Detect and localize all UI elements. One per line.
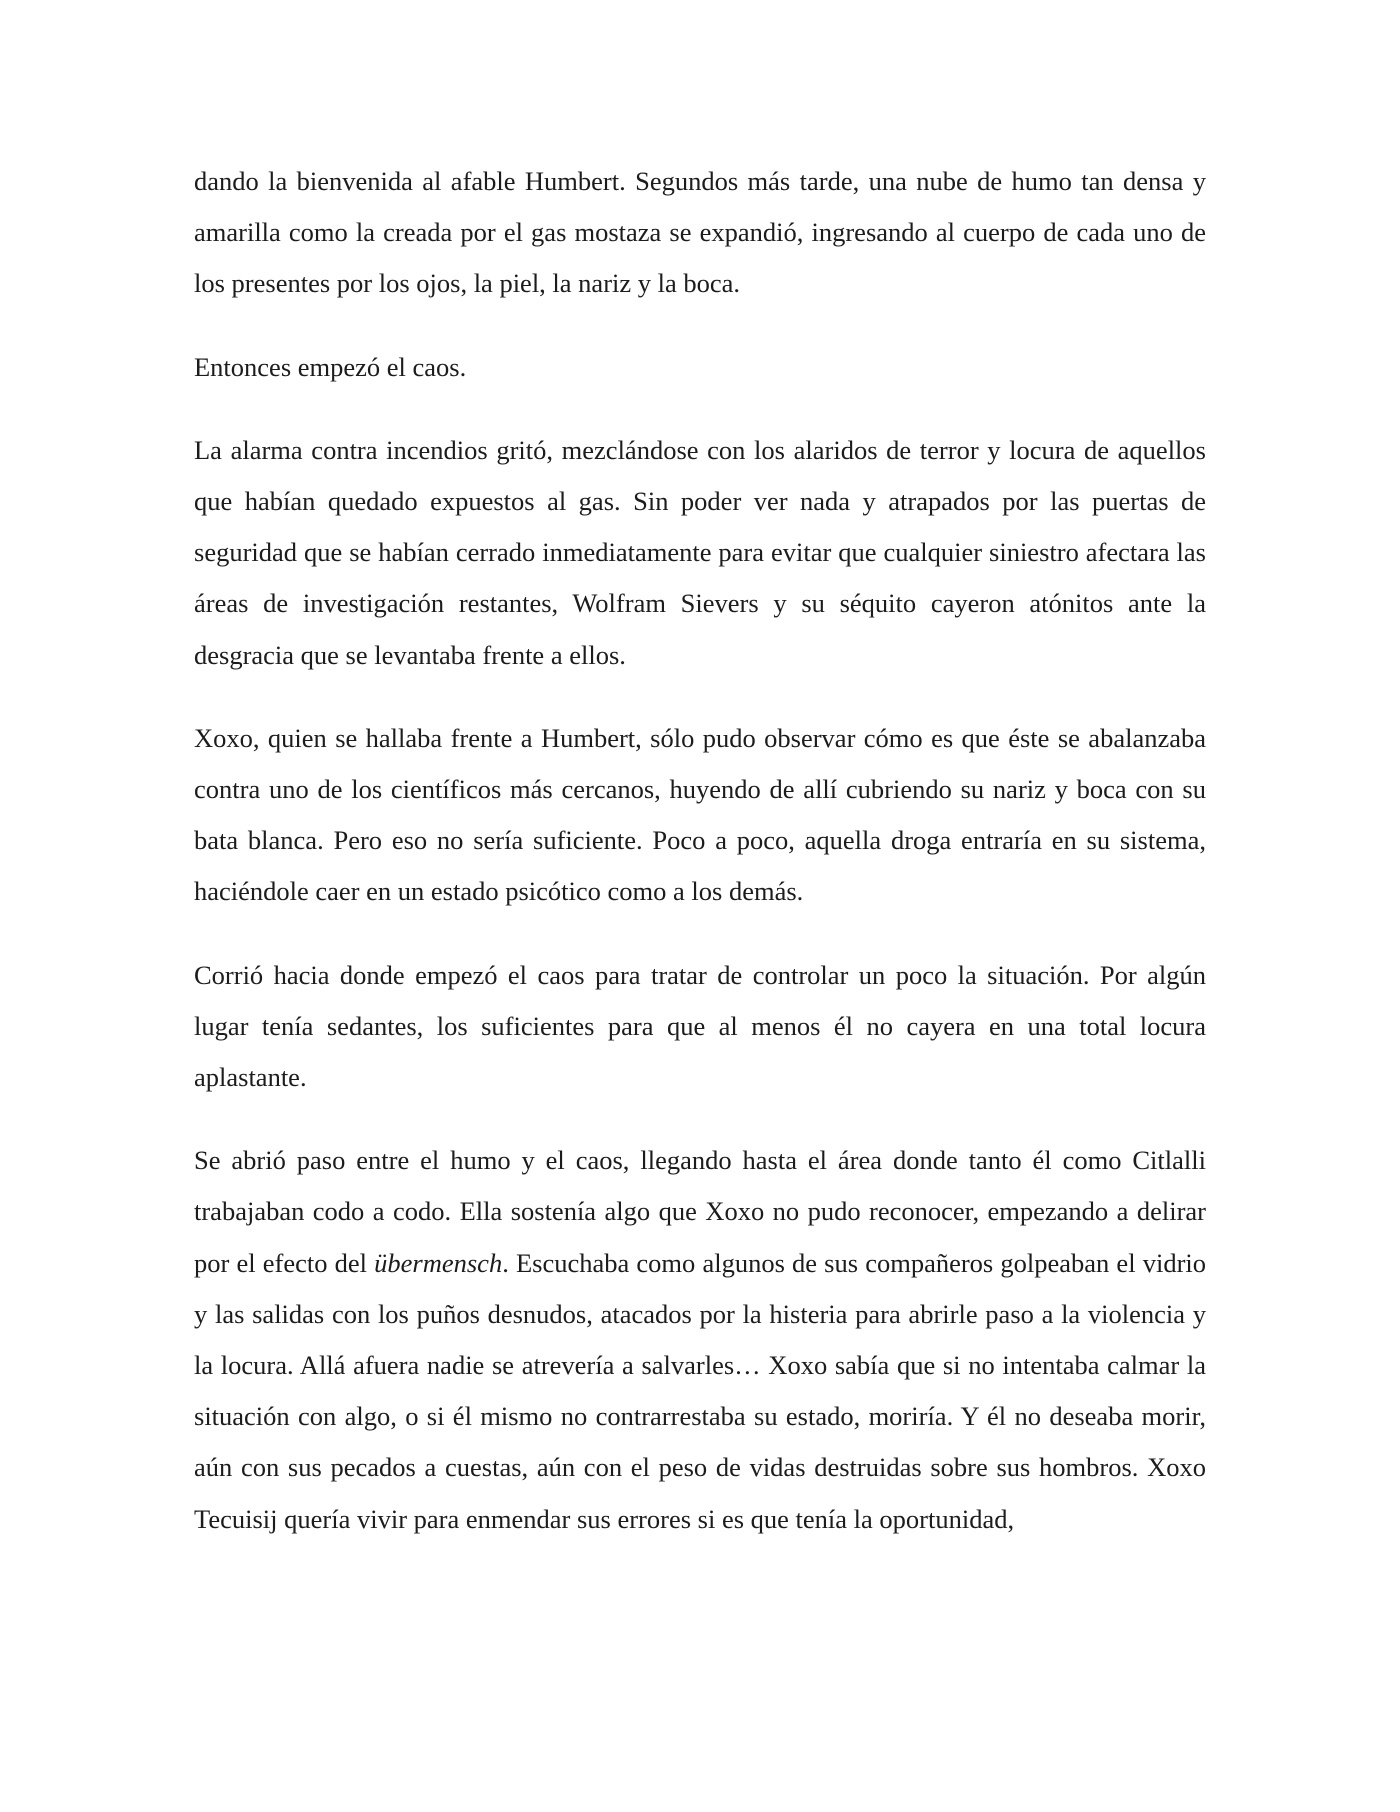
paragraph-6 <box>194 1135 1206 1545</box>
body-text <box>194 156 1206 1545</box>
paragraph-3: La alarma contra incendios gritó, mezclándose con los alaridos de terror y locura de aquellos que habían quedado expuestos al gas. Sin poder ver nada y atrapados por las puertas de seguridad que se habían cerrado inmediatamente para evitar que cualquier siniestro afectara las áreas de investigación restantes, Wolfram Sievers y su séquito cayeron atónitos ante la desgracia que se levantaba frente a ellos. <box>194 434 1206 670</box>
paragraph-5: Corrió hacia donde empezó el caos para tratar de controlar un poco la situación. Por algún lugar tenía sedantes, los suficientes para que al menos él no cayera en una total locura aplastante. <box>194 959 1206 1093</box>
paragraph-4: Xoxo, quien se hallaba frente a Humbert, sólo pudo observar cómo es que éste se abalanzaba contra uno de los científicos más cercanos, huyendo de allí cubriendo su nariz y boca con su bata blanca. Pero eso no sería suficiente. Poco a poco, aquella droga entraría en su sistema, haciéndole caer en un estado psicótico como a los demás. <box>194 722 1206 907</box>
paragraph-2: Entonces empezó el caos. <box>194 351 467 382</box>
paragraph-6-start: Se abrió paso entre el humo y el caos, llegando hasta el área donde tanto él como Citlalli trabajaban codo a codo. Ella sostenía algo que Xoxo no pudo reconocer, empezando a delirar por el efecto del <box>194 1145 1206 1278</box>
paragraph-6-italic-term: übermensch <box>374 1247 503 1278</box>
paragraph-1: dando la bienvenida al afable Humbert. Segundos más tarde, una nube de humo tan densa y amarilla como la creada por el gas mostaza se expandió, ingresando al cuerpo de cada uno de los presentes por los ojos, la piel, la nariz y la boca. <box>194 166 1206 299</box>
paragraph-6-end: . Escuchaba como algunos de sus compañeros golpeaban el vidrio y las salidas con los puños desnudos, atacados por la histeria para abrirle paso a la violencia y la locura. Allá afuera nadie se atrevería a salvarles… Xoxo sabía que si no intentaba calmar la situación con algo, o si él mismo no contrarrestaba su estado, moriría. Y él no deseaba morir, aún con sus pecados a cuestas, aún con el peso de vidas destruidas sobre sus hombros. Xoxo Tecuisij quería vivir para enmendar sus errores si es que tenía la oportunidad, <box>194 1247 1207 1534</box>
